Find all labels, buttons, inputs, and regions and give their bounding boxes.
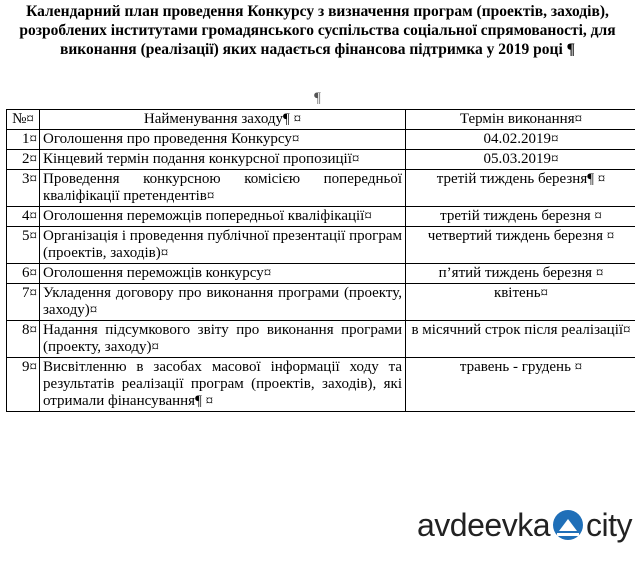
row-num: 4¤ — [7, 207, 40, 227]
header-num: №¤ — [7, 110, 40, 130]
row-term: 04.02.2019¤ — [406, 130, 635, 150]
row-name: Кінцевий термін подання конкурсної пропозиції¤ — [40, 150, 406, 170]
row-term: третій тиждень березня ¤ — [406, 207, 635, 227]
table-row — [7, 170, 635, 207]
watermark-left-text: avdeevka — [417, 506, 550, 543]
table-row — [7, 207, 635, 227]
row-term: в місячний строк після реалізації¤ — [406, 321, 635, 358]
row-name: Укладення договору про виконання програми (проекту, заходу)¤ — [40, 284, 406, 321]
table-row — [7, 321, 635, 358]
table-row — [7, 358, 635, 412]
table-row — [7, 227, 635, 264]
row-term: п’ятий тиждень березня ¤ — [406, 264, 635, 284]
row-name: Оголошення переможців попередньої кваліфікації¤ — [40, 207, 406, 227]
row-name: Надання підсумкового звіту про виконання програми (проекту, заходу)¤ — [40, 321, 406, 358]
table-row — [7, 150, 635, 170]
table-row — [7, 130, 635, 150]
row-term: травень - грудень ¤ — [406, 358, 635, 412]
row-num: 3¤ — [7, 170, 40, 207]
row-name: Оголошення про проведення Конкурсу¤ — [40, 130, 406, 150]
table-row — [7, 264, 635, 284]
table-row — [7, 284, 635, 321]
table-header-row — [7, 110, 635, 130]
row-term: квітень¤ — [406, 284, 635, 321]
row-num: 6¤ — [7, 264, 40, 284]
row-num: 8¤ — [7, 321, 40, 358]
logo-circle-icon — [553, 510, 583, 540]
row-num: 7¤ — [7, 284, 40, 321]
row-term: четвертий тиждень березня ¤ — [406, 227, 635, 264]
row-num: 1¤ — [7, 130, 40, 150]
calendar-plan-table — [6, 109, 635, 412]
header-term: Термін виконання¤ — [406, 110, 635, 130]
header-name: Найменування заходу¶ ¤ — [40, 110, 406, 130]
row-term: третій тиждень березня¶ ¤ — [406, 170, 635, 207]
paragraph-mark: ¶ — [314, 90, 321, 106]
row-name: Проведення конкурсною комісією попередньої кваліфікації претендентів¤ — [40, 170, 406, 207]
row-name: Висвітленню в засобах масової інформації ходу та результатів реалізації програм (проектів, заходів), які отримали фінансування¶ ¤ — [40, 358, 406, 412]
row-num: 9¤ — [7, 358, 40, 412]
watermark-logo — [417, 500, 632, 550]
document-title: Календарний план проведення Конкурсу з визначення програм (проектів, заходів), розроблених інститутами громадянського суспільства соціальної спрямованості, для виконання (реалізації) яких надається фінансова підтримка у 2019 році ¶ — [19, 3, 616, 58]
row-num: 5¤ — [7, 227, 40, 264]
row-num: 2¤ — [7, 150, 40, 170]
row-name: Оголошення переможців конкурсу¤ — [40, 264, 406, 284]
row-term: 05.03.2019¤ — [406, 150, 635, 170]
row-name: Організація і проведення публічної презентації програм (проектів, заходів)¤ — [40, 227, 406, 264]
watermark-right-text: city — [585, 506, 632, 543]
